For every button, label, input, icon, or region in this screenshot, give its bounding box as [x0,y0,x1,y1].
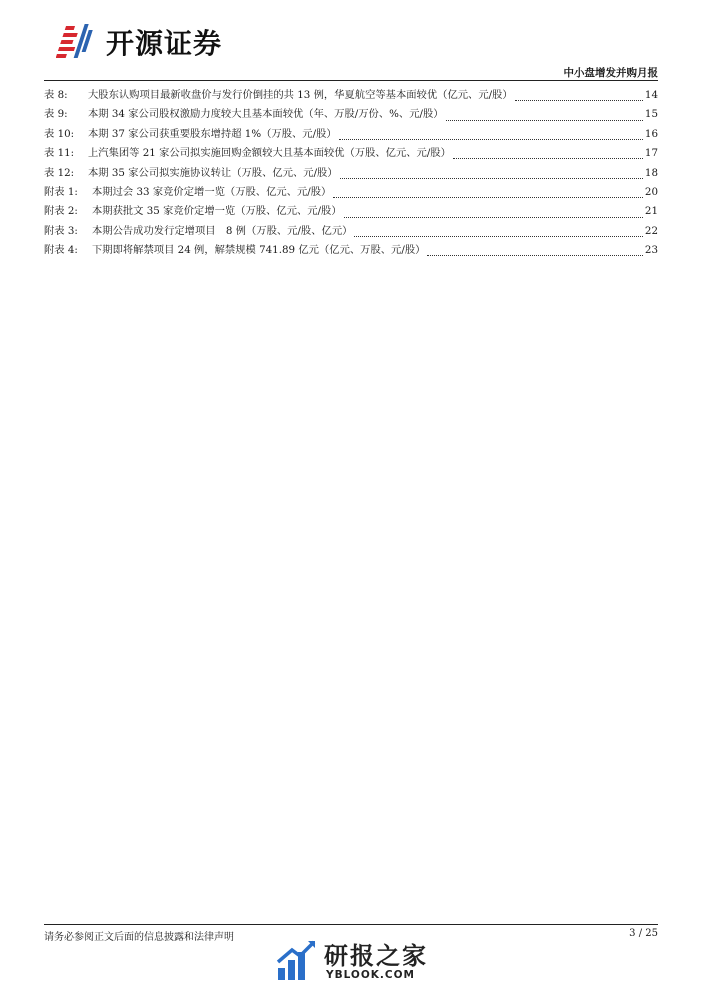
toc-leader [344,209,643,218]
brand-name: 开源证券 [106,27,223,60]
toc-label: 表 12: [44,166,75,179]
toc-entry[interactable] [44,241,658,260]
toc-page-number: 16 [644,127,658,140]
header-divider [44,80,658,81]
toc-entry[interactable] [44,202,658,221]
toc-label: 表 8: [44,89,68,101]
toc-entry[interactable] [44,105,658,124]
toc-entry[interactable] [44,86,658,105]
table-of-tables [44,86,658,261]
toc-leader [427,247,642,256]
footer-disclaimer: 请务必参阅正文后面的信息披露和法律声明 [44,932,234,943]
toc-page-number: 17 [644,147,658,160]
toc-title: 本期过会 33 家竞价定增一览（万股、亿元、元/股） [92,185,332,198]
toc-label: 附表 1: [44,185,78,198]
toc-leader [333,189,643,198]
watermark-url: YBLOOK.COM [326,969,415,981]
brand-logo [56,18,266,64]
yblook-logo-icon [274,938,318,982]
toc-leader [339,131,643,140]
toc-title: 大股东认购项目最新收盘价与发行价倒挂的共 13 例，华夏航空等基本面较优（亿元、元/股） [88,89,513,101]
watermark-name: 研报之家 [324,942,428,970]
toc-leader [354,228,642,237]
page-header [0,0,702,86]
toc-label: 表 9: [44,108,68,121]
toc-title: 本期公告成功发行定增项目 8 例（万股、元/股、亿元） [92,224,353,237]
footer-divider [44,924,658,925]
toc-label: 附表 2: [44,205,78,218]
kaiyuan-logo-icon [56,20,98,62]
watermark [274,936,464,986]
toc-page-number: 20 [644,185,658,198]
toc-label: 附表 4: [44,244,78,257]
toc-label: 表 10: [44,127,75,140]
toc-page-number: 22 [644,224,658,237]
toc-title: 本期 34 家公司股权激励力度较大且基本面较优（年、万股/万份、%、元/股） [88,108,444,121]
toc-page-number: 18 [644,166,658,179]
toc-page-number: 15 [644,108,658,121]
toc-title: 下期即将解禁项目 24 例，解禁规模 741.89 亿元（亿元、万股、元/股） [92,244,426,257]
toc-label: 表 11: [44,147,75,160]
toc-entry[interactable] [44,144,658,163]
toc-entry[interactable] [44,164,658,183]
toc-title: 本期 37 家公司获重要股东增持超 1%（万股、元/股） [88,127,337,140]
toc-title: 本期 35 家公司拟实施协议转让（万股、亿元、元/股） [88,166,338,179]
report-name: 中小盘增发并购月报 [563,67,658,79]
toc-page-number: 21 [644,205,658,218]
toc-leader [446,112,643,121]
page-number: 3 / 25 [629,928,658,939]
toc-title: 本期获批文 35 家竞价定增一览（万股、亿元、元/股） [92,205,342,218]
toc-entry[interactable] [44,183,658,202]
toc-entry[interactable] [44,125,658,144]
toc-page-number: 14 [644,89,658,101]
toc-title: 上汽集团等 21 家公司拟实施回购金额较大且基本面较优（万股、亿元、元/股） [88,147,451,160]
toc-leader [453,150,643,159]
toc-leader [340,170,643,179]
toc-page-number: 23 [644,244,658,257]
toc-label: 附表 3: [44,224,78,237]
toc-leader [515,92,643,101]
toc-entry[interactable] [44,222,658,241]
